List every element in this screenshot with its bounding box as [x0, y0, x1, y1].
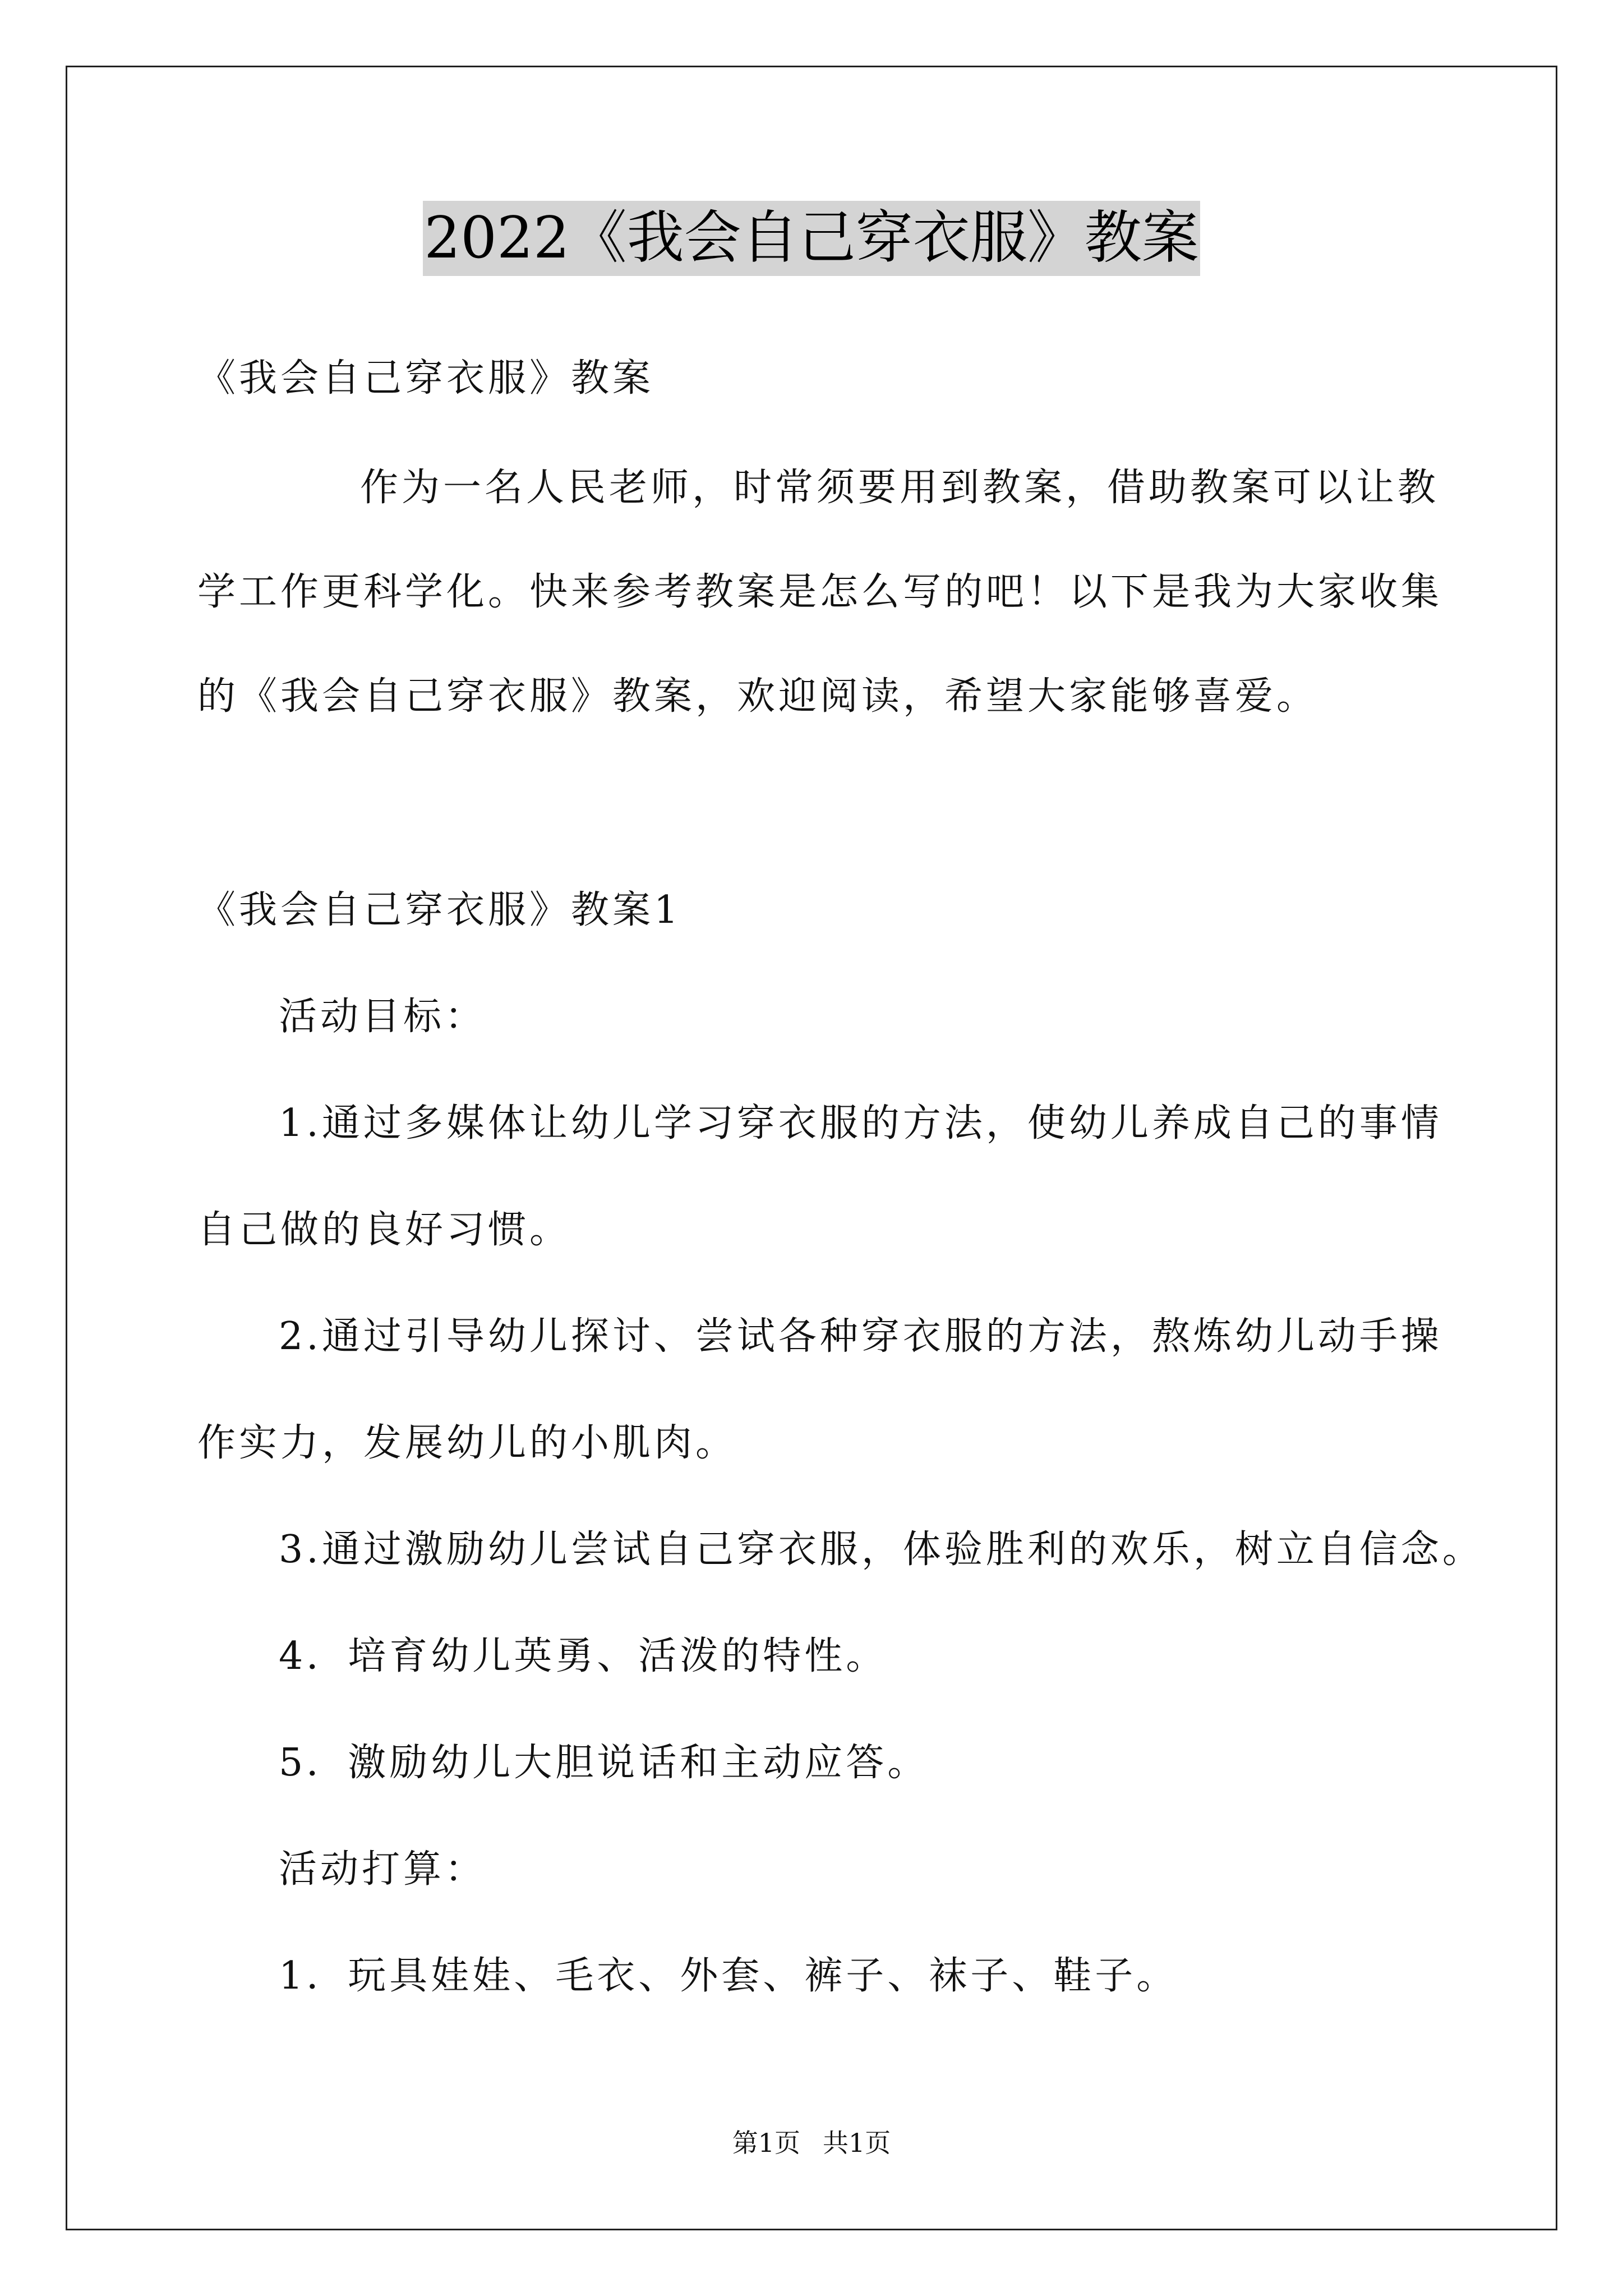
list-item: 5．激励幼儿大胆说话和主动应答。	[279, 1741, 929, 1785]
list-item-continuation: 自己做的良好习惯。	[197, 1208, 571, 1252]
list-item: 1.通过多媒体让幼儿学习穿衣服的方法，使幼儿养成自己的事情	[279, 1101, 1442, 1145]
page-number-current: 第1页	[732, 2128, 800, 2158]
paragraph-line: 的《我会自己穿衣服》教案，欢迎阅读，希望大家能够喜爱。	[197, 674, 1318, 719]
section-heading: 《我会自己穿衣服》教案1	[197, 888, 682, 932]
doc-subtitle: 《我会自己穿衣服》教案	[197, 356, 654, 401]
list-item: 4．培育幼儿英勇、活泼的特性。	[279, 1634, 888, 1678]
subsection-heading: 活动目标：	[279, 995, 487, 1039]
list-item: 3.通过激励幼儿尝试自己穿衣服，体验胜利的欢乐，树立自信念。	[279, 1527, 1484, 1572]
list-item: 2.通过引导幼儿探讨、尝试各种穿衣服的方法，熬炼幼儿动手操	[279, 1314, 1442, 1359]
list-item-continuation: 作实力，发展幼儿的小肌肉。	[197, 1421, 737, 1465]
title-container	[0, 201, 1623, 276]
paragraph-line: 学工作更科学化。快来参考教案是怎么写的吧！以下是我为大家收集	[197, 570, 1443, 614]
document-title: 2022《我会自己穿衣服》教案	[423, 201, 1200, 276]
paragraph-line: 作为一名人民老师，时常须要用到教案，借助教案可以让教	[360, 466, 1440, 510]
subsection-heading: 活动打算：	[279, 1847, 487, 1892]
page-footer	[0, 2126, 1623, 2160]
list-item: 1．玩具娃娃、毛衣、外套、裤子、袜子、鞋子。	[279, 1954, 1178, 1998]
page-number-total: 共1页	[823, 2128, 891, 2158]
